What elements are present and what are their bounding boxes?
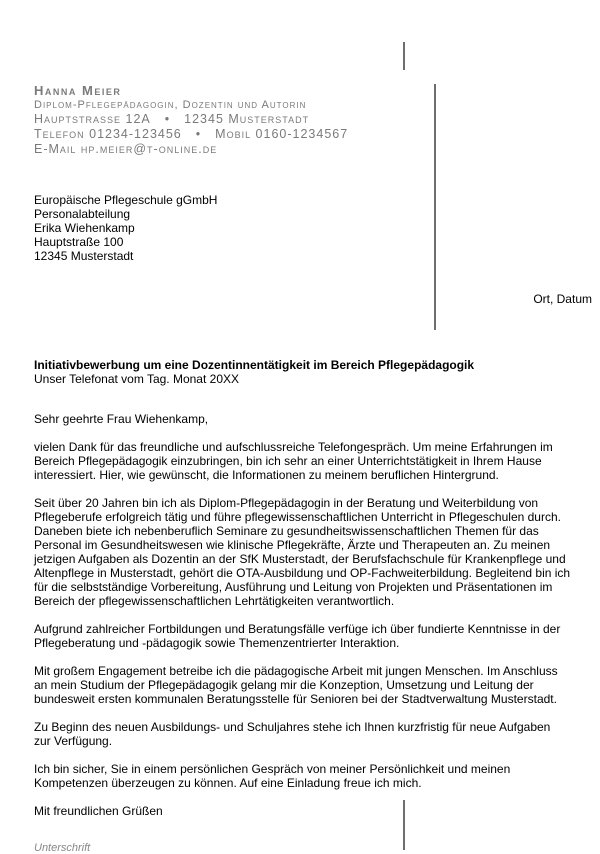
letter-closing: Mit freundlichen Grüßen: [34, 804, 163, 818]
sender-street: Hauptstrasse 12A: [34, 112, 151, 126]
paragraph-line: für die selbstständige Vorbereitung, Ausführung und Leitung von Projekten und Präsentationen im: [34, 580, 553, 594]
signature-placeholder: Unterschrift: [34, 842, 91, 854]
paragraph-line: Kompetenzen überzeugen zu können. Auf eine Einladung freue ich mich.: [34, 776, 422, 790]
paragraph-line: Pflegeberufe erfolgreich tätig und führe pflegewissenschaftlichen Unterricht in Pflegeschulen durch.: [34, 510, 561, 524]
paragraph-line: Zu Beginn des neuen Ausbildungs- und Schuljahres stehe ich Ihnen kurzfristig für neue Aufgaben: [34, 720, 551, 734]
letter-subject: Initiativbewerbung um eine Dozentinnentätigkeit im Bereich Pflegepädagogik: [34, 358, 475, 372]
paragraph-line: Bereich der pflegewissenschaftlichen Lehrtätigkeiten verantwortlich.: [34, 594, 395, 608]
paragraph-line: Ich bin sicher, Sie in einem persönlichen Gespräch von meiner Persönlichkeit und meinen: [34, 762, 511, 776]
recipient-line: Erika Wiehenkamp: [34, 221, 135, 235]
sender-separator: •: [195, 127, 202, 141]
paragraph-line: Mit großem Engagement betreibe ich die pädagogische Arbeit mit jungen Menschen. Im Anschluss: [34, 664, 558, 678]
paragraph-line: interessiert. Hier, wie gewünscht, die Informationen zu meinem beruflichen Hintergrund.: [34, 468, 499, 482]
paragraph-line: Pflegeberatung und -pädagogik sowie Themenzentrierter Interaktion.: [34, 636, 400, 650]
sender-block: [34, 84, 348, 157]
sender-phones: [34, 127, 348, 142]
sender-address: [34, 112, 348, 127]
letter-subject-reference: Unser Telefonat vom Tag. Monat 20XX: [34, 372, 240, 386]
letter-paragraph: [34, 664, 584, 706]
letter-paragraph: [34, 622, 584, 650]
recipient-line: Hauptstraße 100: [34, 235, 124, 249]
sender-title: Diplom-Pflegepädagogin, Dozentin und Autorin: [34, 99, 307, 111]
paragraph-line: Bereich Pflegepädagogik einzubringen, bin ich sehr an einer Unterrichtstätigkeit in Ihrem Hause: [34, 454, 542, 468]
paragraph-line: bundesweit ersten kommunalen Beratungsstelle für Senioren bei der Stadtverwaltung Musterstadt.: [34, 692, 557, 706]
letter-paragraph: [34, 440, 584, 482]
divider-line-header: [434, 84, 436, 330]
sender-email: E-Mail hp.meier@t-online.de: [34, 142, 218, 156]
letter-paragraph: [34, 762, 584, 790]
recipient-line: Personalabteilung: [34, 207, 131, 221]
paragraph-line: zur Verfügung.: [34, 734, 113, 748]
sender-phone: Telefon 01234-123456: [34, 127, 182, 141]
letter-salutation: Sehr geehrte Frau Wiehenkamp,: [34, 412, 209, 426]
paragraph-line: an mein Studium der Pflegepädagogik gelang mir die Konzeption, Umsetzung und Leitung der: [34, 678, 534, 692]
paragraph-line: Aufgrund zahlreicher Fortbildungen und Beratungsfälle verfüge ich über fundierte Kenntnisse in der: [34, 622, 561, 636]
paragraph-line: Personal im Gesundheitswesen wie klinische Pflegekräfte, Ärzte und Therapeuten an. Zu meinen: [34, 538, 551, 552]
sender-city: 12345 Musterstadt: [184, 112, 310, 126]
letter-paragraph: [34, 496, 584, 608]
recipient-line: 12345 Musterstadt: [34, 249, 134, 263]
recipient-line: Europäische Pflegeschule gGmbH: [34, 193, 218, 207]
sender-mobile: Mobil 0160-1234567: [215, 127, 349, 141]
sender-name: Hanna Meier: [34, 83, 122, 98]
paragraph-line: Seit über 20 Jahren bin ich als Diplom-Pflegepädagogin in der Beratung und Weiterbildung von: [34, 496, 539, 510]
divider-line-top: [403, 42, 405, 70]
paragraph-line: jetzigen Aufgaben als Dozentin an der SfK Musterstadt, der Berufsfachschule für Krankenpflege und: [34, 552, 566, 566]
paragraph-line: vielen Dank für das freundliche und aufschlussreiche Telefongespräch. Um meine Erfahrungen im: [34, 440, 553, 454]
letter-body: [34, 358, 584, 818]
paragraph-line: Daneben biete ich nebenberuflich Seminare zu gesundheitswissenschaftlichen Themen für das: [34, 524, 539, 538]
letter-paragraph: [34, 720, 584, 748]
place-date: Ort, Datum: [533, 292, 592, 306]
recipient-address: [34, 193, 217, 263]
sender-separator: •: [164, 112, 171, 126]
paragraph-line: Altenpflege in Musterstadt, gehört die OTA-Ausbildung und OP-Fachweiterbildung. Begleitend bin ich: [34, 566, 571, 580]
